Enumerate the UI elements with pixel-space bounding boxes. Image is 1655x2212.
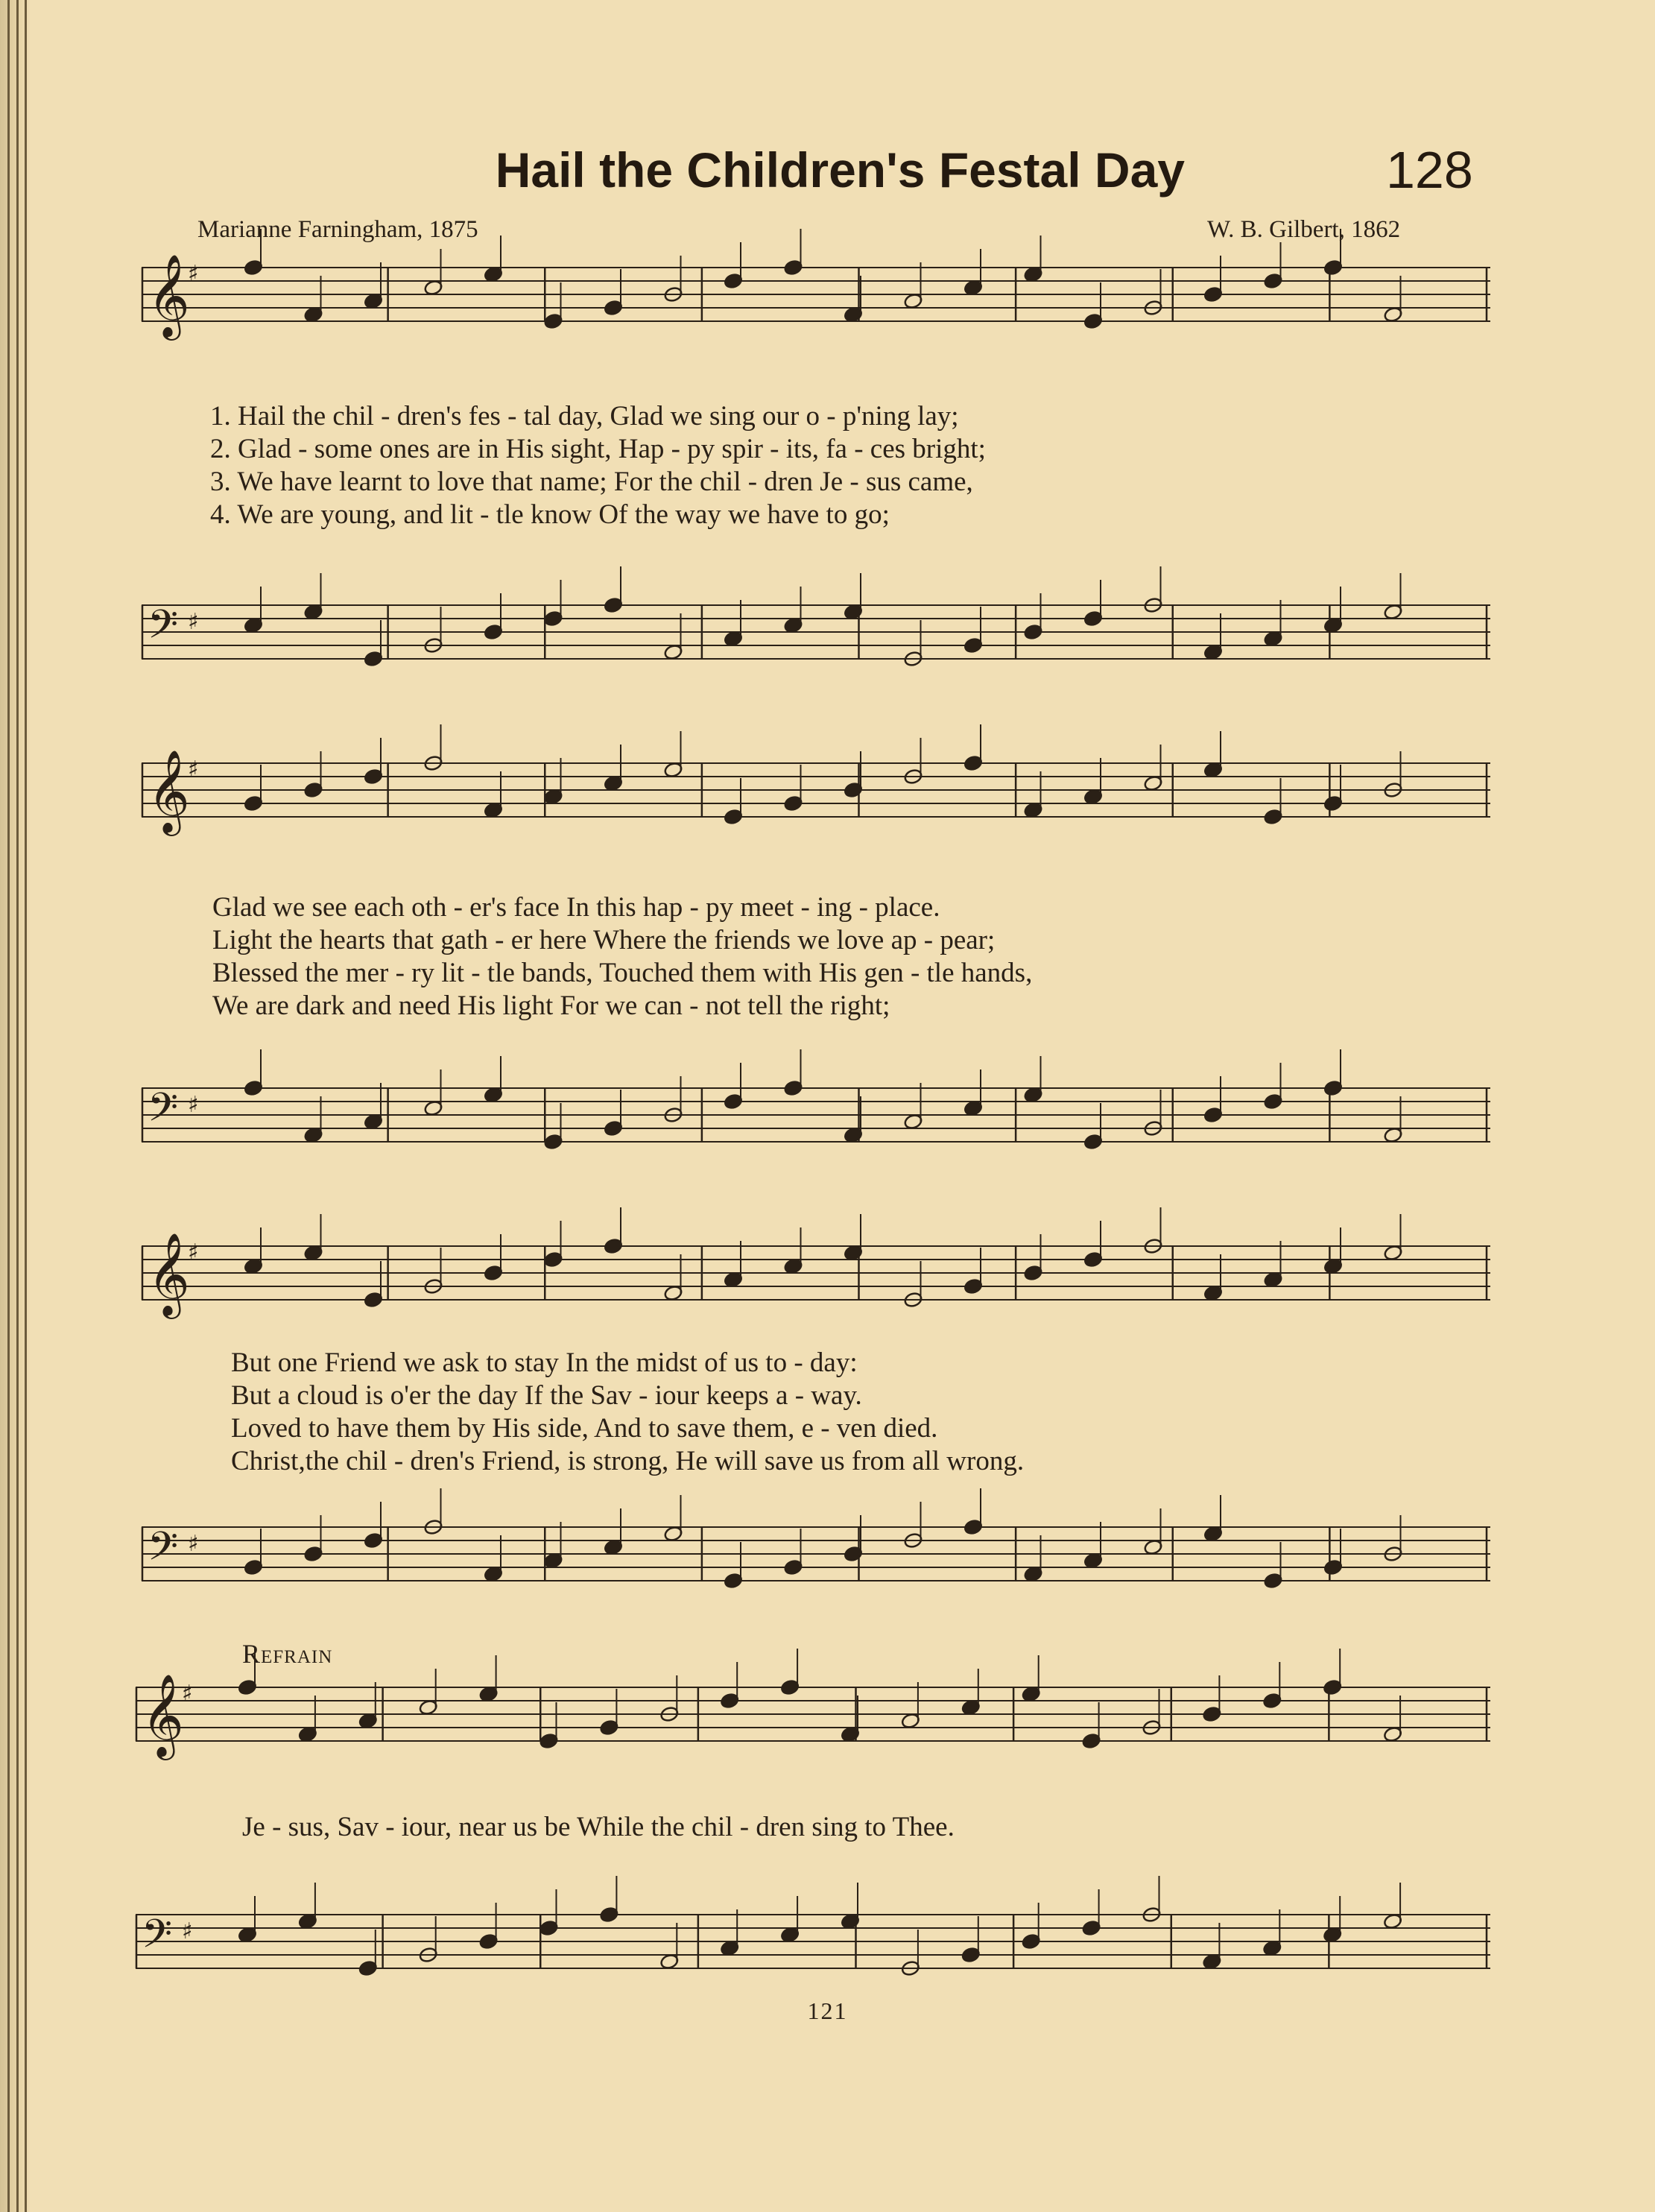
verse-1-line-2: Glad we see each oth - er's face In this hap - py meet - ing - place. xyxy=(212,892,940,923)
composer-credit: W. B. Gilbert, 1862 xyxy=(1207,216,1401,243)
page-number: 121 xyxy=(807,1997,848,2024)
sharp-icon: ♯ xyxy=(188,1239,199,1265)
bass-clef-icon: 𝄢 xyxy=(148,1085,179,1140)
sharp-icon: ♯ xyxy=(188,261,199,287)
bass-staff-3 xyxy=(142,1524,1490,1584)
hymn-title: Hail the Children's Festal Day xyxy=(495,142,1185,197)
hymn-number: 128 xyxy=(1386,141,1473,199)
verse-2-line-1: 2. Glad - some ones are in His sight, Hap - py spir - its, fa - ces bright; xyxy=(210,434,986,464)
verse-3-line-1: 3. We have learnt to love that name; For the chil - dren Je - sus came, xyxy=(210,467,973,497)
treble-staff-3 xyxy=(142,1232,1490,1315)
verse-3-line-3: Loved to have them by His side, And to save them, e - ven died. xyxy=(231,1413,938,1444)
author-credit: Marianne Farningham, 1875 xyxy=(197,216,478,243)
verse-4-line-2: We are dark and need His light For we can - not tell the right; xyxy=(212,990,890,1021)
treble-staff-2 xyxy=(142,749,1490,832)
verse-4-line-1: 4. We are young, and lit - tle know Of the way we have to go; xyxy=(210,499,890,530)
verse-1-line-1: 1. Hail the chil - dren's fes - tal day, Glad we sing our o - p'ning lay; xyxy=(210,401,959,432)
verse-3-line-2: Blessed the mer - ry lit - tle bands, Touched them with His gen - tle hands, xyxy=(212,958,1033,988)
bass-clef-icon: 𝄢 xyxy=(142,1912,173,1967)
sharp-icon: ♯ xyxy=(188,1092,199,1118)
sharp-icon: ♯ xyxy=(182,1918,193,1944)
bass-clef-icon: 𝄢 xyxy=(148,1524,179,1579)
refrain-lyric: Je - sus, Sav - iour, near us be While the chil - dren sing to Thee. xyxy=(242,1812,955,1842)
bass-staff-1 xyxy=(142,602,1490,662)
sharp-icon: ♯ xyxy=(188,1531,199,1557)
bass-staff-refrain xyxy=(136,1912,1490,1971)
verse-4-line-3: Christ,the chil - dren's Friend, is strong, He will save us from all wrong. xyxy=(231,1446,1025,1476)
sharp-icon: ♯ xyxy=(188,609,199,635)
bass-staff-2 xyxy=(142,1085,1490,1145)
sharp-icon: ♯ xyxy=(188,756,199,783)
verse-1-line-3: But one Friend we ask to stay In the midst of us to - day: xyxy=(231,1347,858,1378)
verse-2-line-3: But a cloud is o'er the day If the Sav - iour keeps a - way. xyxy=(231,1380,862,1411)
sharp-icon: ♯ xyxy=(182,1681,193,1707)
verse-2-line-2: Light the hearts that gath - er here Where the friends we love ap - pear; xyxy=(212,925,996,955)
refrain-label: Refrain xyxy=(242,1639,333,1669)
treble-clef-icon: 𝄞 xyxy=(142,1673,184,1757)
treble-staff-1 xyxy=(142,253,1490,337)
treble-clef-icon: 𝄞 xyxy=(148,253,190,337)
bass-clef-icon: 𝄢 xyxy=(148,602,179,657)
treble-clef-icon: 𝄞 xyxy=(148,749,190,832)
treble-clef-icon: 𝄞 xyxy=(148,1232,190,1315)
treble-staff-refrain xyxy=(136,1673,1490,1757)
page-binding xyxy=(0,0,30,2212)
